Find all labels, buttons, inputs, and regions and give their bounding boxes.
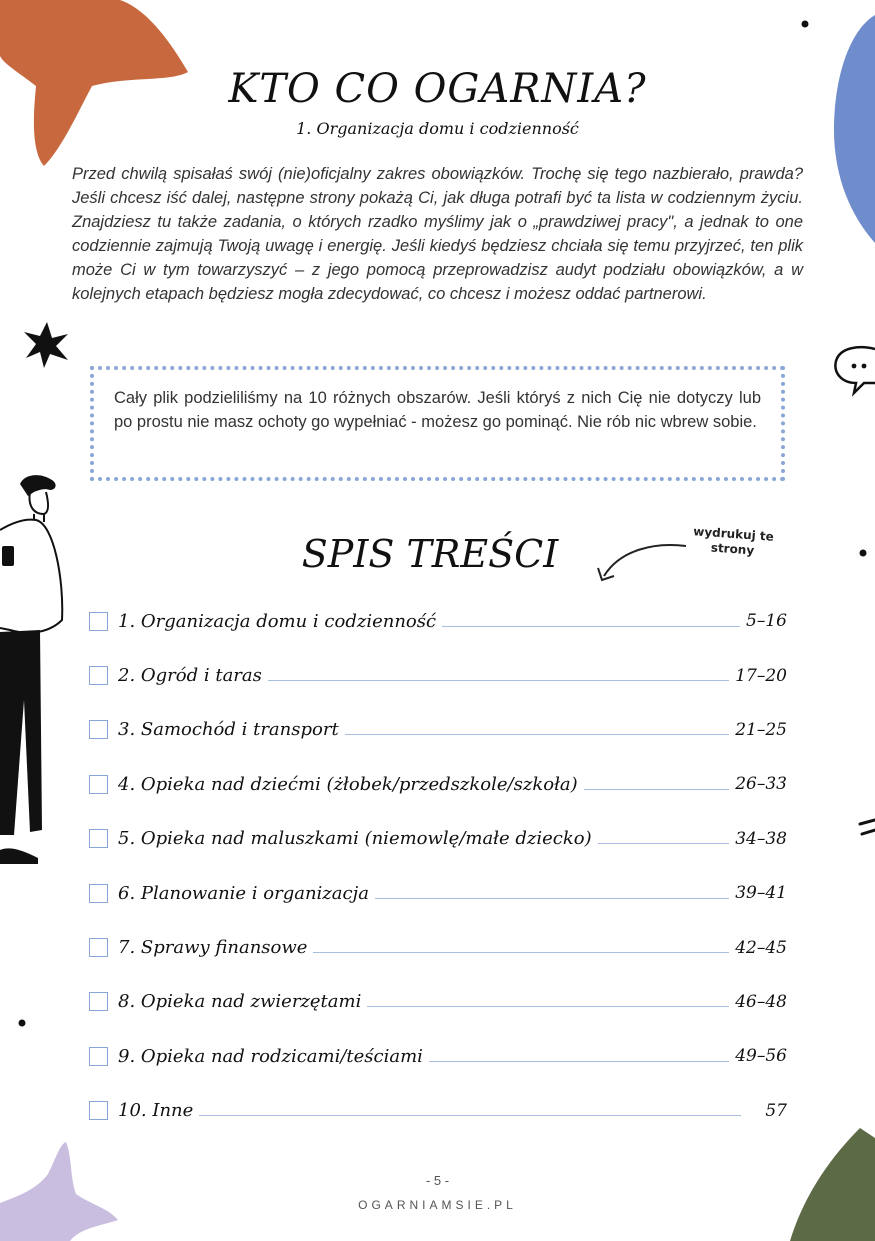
toc-checkbox[interactable] (89, 612, 108, 631)
toc-checkbox[interactable] (89, 829, 108, 848)
toc-item-label: 7. Sprawy finansowe (118, 937, 308, 959)
toc-checkbox[interactable] (89, 720, 108, 739)
toc-item-label: 1. Organizacja domu i codzienność (118, 610, 437, 632)
black-star-doodle (22, 320, 72, 370)
toc-checkbox[interactable] (89, 1101, 108, 1120)
toc-item-pages: 21–25 (735, 719, 787, 740)
page-title: KTO CO OGARNIA? (228, 66, 647, 112)
toc-item (89, 866, 787, 920)
toc-item-label: 3. Samochód i transport (118, 719, 339, 741)
toc-leader-line (345, 734, 730, 735)
handnote-line: wydrukuj te (692, 524, 775, 544)
dot-doodle (800, 19, 810, 29)
lavender-star-shape (0, 1138, 130, 1241)
toc-item-pages: 34–38 (735, 828, 787, 849)
toc-leader-line (442, 626, 740, 627)
toc-item-pages: 26–33 (735, 774, 787, 795)
toc-checkbox[interactable] (89, 666, 108, 685)
toc-leader-line (367, 1006, 729, 1007)
toc-item-pages: 17–20 (735, 665, 787, 686)
toc-item (89, 812, 787, 866)
footer-website: OGARNIAMSIE.PL (358, 1198, 517, 1212)
toc-checkbox[interactable] (89, 1047, 108, 1066)
toc-item (89, 703, 787, 757)
toc-leader-line (598, 843, 730, 844)
toc-checkbox[interactable] (89, 884, 108, 903)
toc-checkbox[interactable] (89, 775, 108, 794)
toc-leader-line (199, 1115, 741, 1116)
toc-item-label: 5. Opieka nad maluszkami (niemowlę/małe dziecko) (118, 828, 592, 850)
toc-item-label: 10. Inne (118, 1100, 194, 1122)
toc-item-label: 9. Opieka nad rodzicami/teściami (118, 1045, 423, 1067)
toc-item-label: 2. Ogród i taras (118, 665, 262, 687)
toc-leader-line (584, 789, 730, 790)
info-note-text: Cały plik podzieliliśmy na 10 różnych obszarów. Jeśli któryś z nich Cię nie dotyczy lub po prostu nie masz ochoty go wypełniać - możesz go pominąć. Nie rób nic wbrew sobie. (114, 389, 761, 431)
toc-item-pages: 5–16 (746, 611, 787, 632)
toc-item (89, 975, 787, 1029)
info-note-box (90, 366, 785, 481)
toc-leader-line (429, 1061, 729, 1062)
toc-item (89, 920, 787, 974)
toc-item-label: 8. Opieka nad zwierzętami (118, 991, 362, 1013)
toc-item-pages: 46–48 (735, 991, 787, 1012)
toc-leader-line (375, 898, 729, 899)
dash-doodle (858, 812, 875, 842)
toc-item-label: 4. Opieka nad dziećmi (żłobek/przedszkole/szkoła) (118, 773, 578, 795)
toc-item (89, 648, 787, 702)
dot-doodle (17, 1018, 27, 1028)
intro-paragraph: Przed chwilą spisałaś swój (nie)oficjalny zakres obowiązków. Trochę się tego nazbierało, prawda? Jeśli chcesz iść dalej, następne strony pokażą Ci, jak długa potrafi być ta lista w codziennym życiu. Znajdziesz tu także zadania, o których rzadko myślimy jak o „prawdziwej pracy", a jednak to one codziennie zajmują Twoją uwagę i energię. Jeśli kiedyś będziesz chciała się temu przyjrzeć, ten plik może Ci w tym towarzyszyć – z jego pomocą przeprowadzisz audyt podziału obowiązków, a w kolejnych etapach będziesz mogła zdecydować, co chcesz i możesz oddać partnerowi. (72, 165, 803, 303)
toc-checkbox[interactable] (89, 938, 108, 957)
toc-item-pages: 57 (765, 1100, 787, 1121)
toc-item (89, 1029, 787, 1083)
toc-item (89, 757, 787, 811)
toc-leader-line (268, 680, 729, 681)
toc-title: SPIS TREŚCI (301, 532, 559, 576)
toc-leader-line (313, 952, 729, 953)
toc-item (89, 594, 787, 648)
toc-item-pages: 49–56 (735, 1046, 787, 1067)
toc-item (89, 1084, 787, 1138)
toc-item-label: 6. Planowanie i organizacja (118, 882, 369, 904)
toc-item-pages: 39–41 (735, 883, 787, 904)
toc-item-pages: 42–45 (735, 937, 787, 958)
print-handnote (687, 524, 779, 560)
speech-bubble-doodle (832, 343, 875, 397)
person-illustration (0, 470, 70, 870)
page-number: - 5 - (425, 1173, 450, 1188)
table-of-contents (89, 594, 787, 1138)
toc-checkbox[interactable] (89, 992, 108, 1011)
section-subtitle: 1. Organizacja domu i codzienność (296, 119, 579, 138)
handnote-line: strony (710, 540, 755, 558)
